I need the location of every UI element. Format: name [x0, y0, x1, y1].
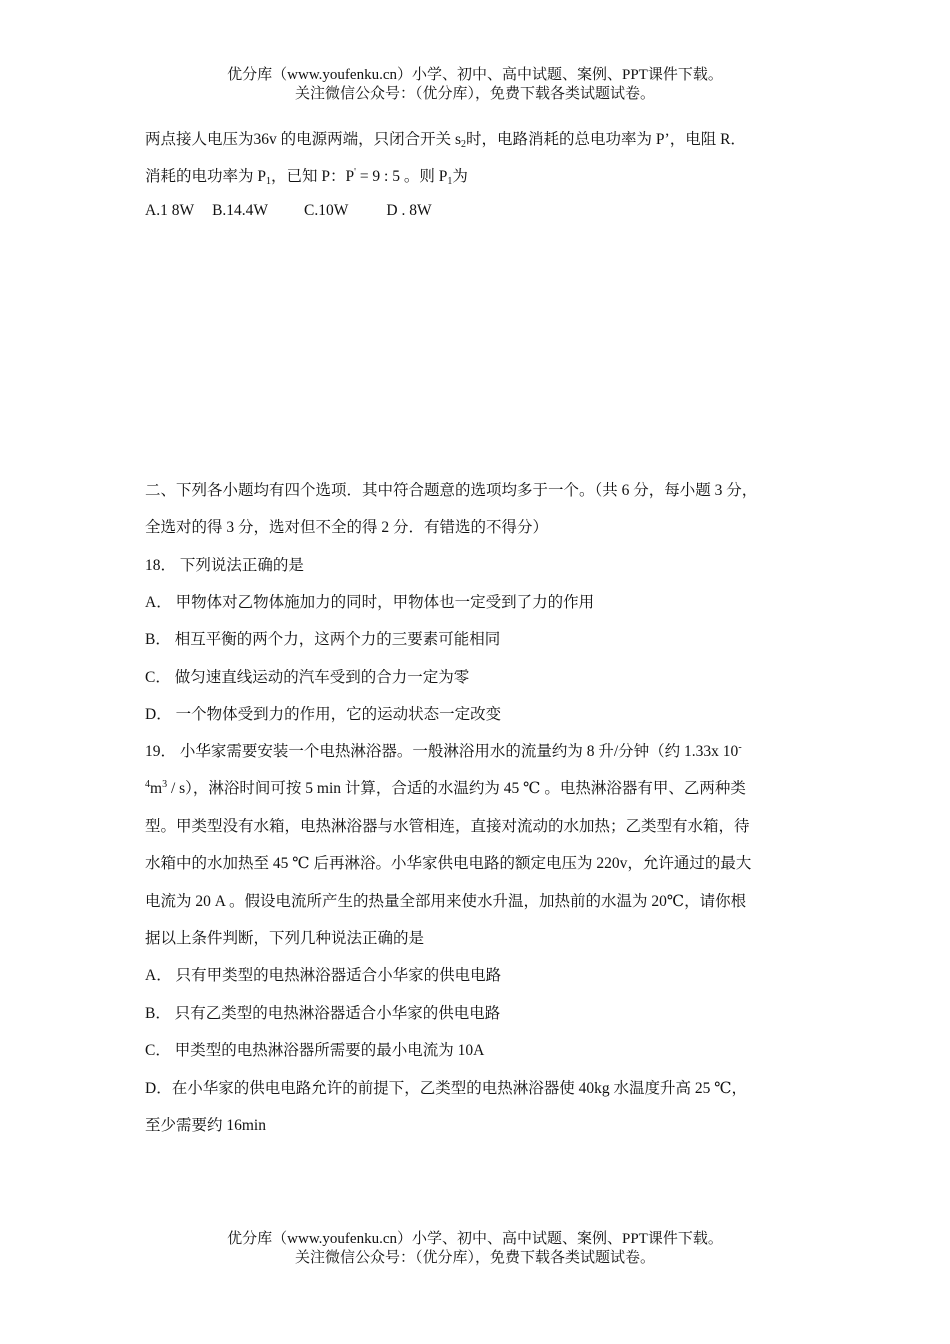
q19-line-4: 水箱中的水加热至 45 ℃ 后再淋浴。小华家供电电路的额定电压为 220v，允许通过的最大 [145, 855, 752, 872]
q17-line-1: 两点接人电压为36v 的电源两端，只闭合开关 $s_2$时，电路消耗的总电功率为 P’，电阻 R． [145, 131, 746, 150]
q18-stem: 18． 下列说法正确的是 [145, 557, 304, 574]
q17-option-c: C.10W [304, 202, 349, 219]
q19-option-a: A． 只有甲类型的电热淋浴器适合小华家的供电电路 [145, 967, 502, 984]
q19-line-2: $^4m^3 / s$），淋浴时间可按 5 min 计算，合适的水温约为 45 ℃ 。电热淋浴器有甲、乙两种类 [145, 779, 746, 797]
q19-line-6: 据以上条件判断，下列几种说法正确的是 [145, 930, 425, 947]
q18-option-c: C． 做匀速直线运动的汽车受到的合力一定为零 [145, 669, 470, 686]
q19-option-d-line-2: 至少需要约 16min [145, 1117, 266, 1134]
q17-option-b: B.14.4W [212, 202, 269, 219]
footer-line-2: 关注微信公众号：（优分库），免费下载各类试题试卷。 [294, 1250, 655, 1266]
q17-option-d: D . 8W [386, 202, 432, 219]
q19-line-1: 19． 小华家需要安装一个电热淋浴器。一般淋浴用水的流量约为 8 升/分钟（约 1.33x 10- [145, 742, 742, 760]
header-line-1: 优分库（www.youfenku.cn）小学、初中、高中试题、案例、PPT课件下载。 [227, 67, 723, 83]
q19-line-3: 型。甲类型没有水箱，电热淋浴器与水管相连，直接对流动的水加热；乙类型有水箱，待 [145, 818, 750, 835]
q18-option-d: D． 一个物体受到力的作用，它的运动状态一定改变 [145, 706, 502, 723]
section2-line-1: 二、下列各小题均有四个选项．其中符合题意的选项均多于一个。（共 6 分，每小题 3 分， [145, 482, 758, 499]
section2-line-2: 全选对的得 3 分，选对但不全的得 2 分．有错选的不得分） [145, 519, 549, 536]
q17-option-a: A.1 8W [145, 202, 195, 219]
q18-option-a: A． 甲物体对乙物体施加力的同时，甲物体也一定受到了力的作用 [145, 594, 595, 611]
page-header [0, 66, 950, 104]
footer-line-1: 优分库（www.youfenku.cn）小学、初中、高中试题、案例、PPT课件下载。 [227, 1231, 723, 1247]
page-footer [0, 1230, 950, 1268]
q19-option-b: B． 只有乙类型的电热淋浴器适合小华家的供电电路 [145, 1005, 501, 1022]
q19-option-c: C． 甲类型的电热淋浴器所需要的最小电流为 10A [145, 1042, 485, 1059]
q18-option-b: B． 相互平衡的两个力，这两个力的三要素可能相同 [145, 631, 501, 648]
q19-line-5: 电流为 20 A 。假设电流所产生的热量全部用来使水升温，加热前的水温为 20℃，请你根 [145, 893, 747, 910]
q17-line-2: 消耗的电功率为 $P_1$，已知 P：P' = 9 : 5 。则 $P_1$为 [145, 167, 468, 187]
q17-options [145, 202, 432, 220]
q19-option-d-line-1: D．在小华家的供电电路允许的前提下，乙类型的电热淋浴器使 40kg 水温度升高 25 ℃， [145, 1080, 748, 1097]
header-line-2: 关注微信公众号：（优分库），免费下载各类试题试卷。 [294, 86, 655, 102]
